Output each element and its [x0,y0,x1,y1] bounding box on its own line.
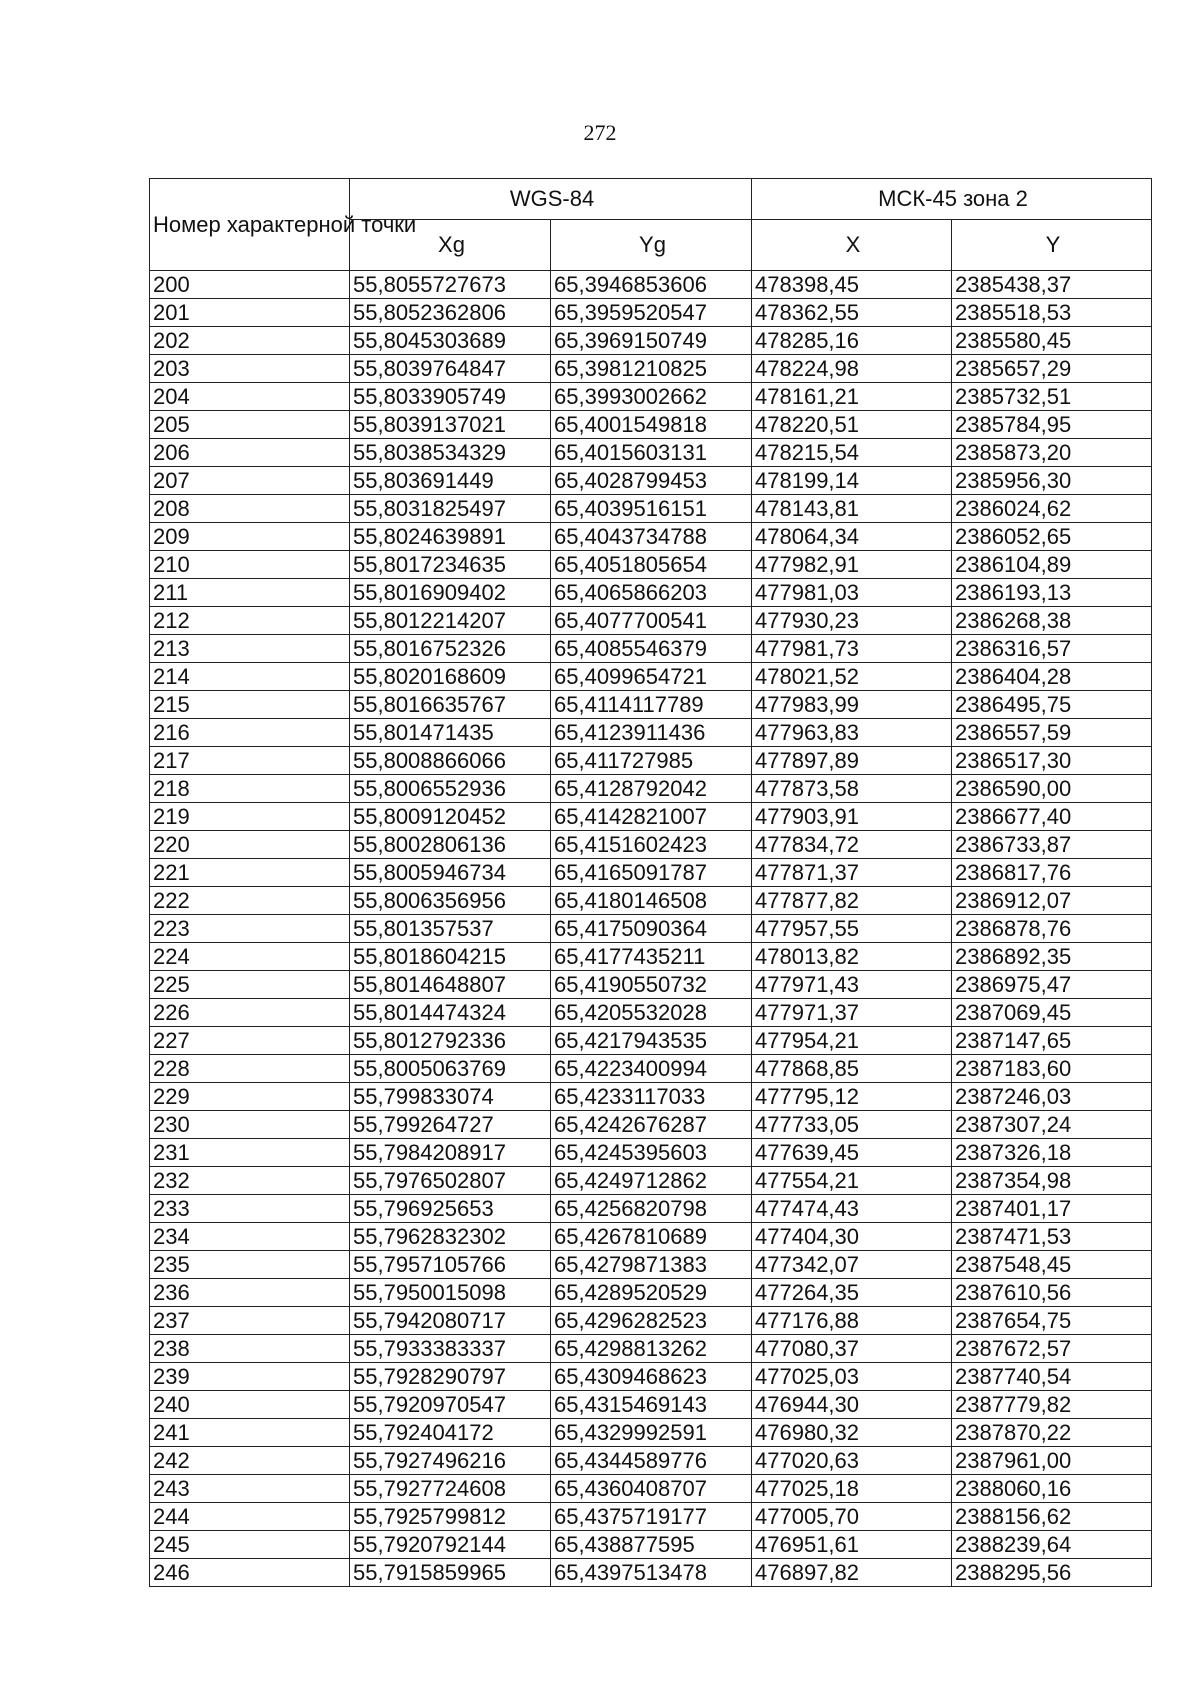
table-body [150,271,1152,1587]
xg-cell: 55,8014648807 [350,971,551,999]
yg-cell: 65,4051805654 [551,551,752,579]
yg-cell: 65,4233117033 [551,1083,752,1111]
yg-cell: 65,4180146508 [551,887,752,915]
x-cell: 478215,54 [752,439,952,467]
table-row [150,1111,1152,1139]
xg-cell: 55,796925653 [350,1195,551,1223]
yg-cell: 65,411727985 [551,747,752,775]
yg-cell: 65,4309468623 [551,1363,752,1391]
yg-cell: 65,4128792042 [551,775,752,803]
point-number-cell: 211 [150,579,350,607]
table-row [150,719,1152,747]
point-number-cell: 202 [150,327,350,355]
xg-cell: 55,8017234635 [350,551,551,579]
x-cell: 477025,18 [752,1475,952,1503]
x-cell: 478064,34 [752,523,952,551]
yg-cell: 65,4151602423 [551,831,752,859]
table-row [150,1223,1152,1251]
y-cell: 2388156,62 [952,1503,1152,1531]
xg-cell: 55,8052362806 [350,299,551,327]
point-number-cell: 237 [150,1307,350,1335]
y-cell: 2385580,45 [952,327,1152,355]
x-cell: 477981,03 [752,579,952,607]
table-row [150,859,1152,887]
xg-cell: 55,7925799812 [350,1503,551,1531]
point-number-cell: 205 [150,411,350,439]
yg-cell: 65,4397513478 [551,1559,752,1587]
y-cell: 2386817,76 [952,859,1152,887]
x-cell: 477971,37 [752,999,952,1027]
yg-cell: 65,4028799453 [551,467,752,495]
table-row [150,1167,1152,1195]
point-number-header: Номер характерной точки [150,179,350,271]
yg-cell: 65,4039516151 [551,495,752,523]
table-row [150,831,1152,859]
xg-cell: 55,8012214207 [350,607,551,635]
x-cell: 478021,52 [752,663,952,691]
y-cell: 2387610,56 [952,1279,1152,1307]
xg-cell: 55,7984208917 [350,1139,551,1167]
point-number-cell: 200 [150,271,350,299]
yg-cell: 65,4205532028 [551,999,752,1027]
point-number-cell: 218 [150,775,350,803]
yg-cell: 65,4175090364 [551,915,752,943]
table-row [150,1195,1152,1223]
x-cell: 477871,37 [752,859,952,887]
xg-cell: 55,801357537 [350,915,551,943]
point-number-cell: 235 [150,1251,350,1279]
y-cell: 2386495,75 [952,691,1152,719]
point-number-cell: 238 [150,1335,350,1363]
point-number-cell: 241 [150,1419,350,1447]
x-header: X [752,220,952,271]
x-cell: 477639,45 [752,1139,952,1167]
y-cell: 2386557,59 [952,719,1152,747]
table-row [150,915,1152,943]
x-cell: 478220,51 [752,411,952,439]
point-number-cell: 219 [150,803,350,831]
table-row [150,1083,1152,1111]
xg-cell: 55,7927724608 [350,1475,551,1503]
x-cell: 477957,55 [752,915,952,943]
table-row [150,411,1152,439]
yg-cell: 65,4043734788 [551,523,752,551]
y-cell: 2385784,95 [952,411,1152,439]
table-row [150,1055,1152,1083]
yg-cell: 65,4065866203 [551,579,752,607]
y-cell: 2386733,87 [952,831,1152,859]
xg-cell: 55,799264727 [350,1111,551,1139]
point-number-cell: 239 [150,1363,350,1391]
xg-cell: 55,7933383337 [350,1335,551,1363]
xg-header: Xg [350,220,551,271]
y-cell: 2386316,57 [952,635,1152,663]
y-cell: 2386104,89 [952,551,1152,579]
xg-cell: 55,7950015098 [350,1279,551,1307]
yg-cell: 65,4249712862 [551,1167,752,1195]
table-row [150,999,1152,1027]
x-cell: 477930,23 [752,607,952,635]
y-cell: 2387246,03 [952,1083,1152,1111]
yg-cell: 65,4329992591 [551,1419,752,1447]
xg-cell: 55,803691449 [350,467,551,495]
yg-cell: 65,4245395603 [551,1139,752,1167]
yg-cell: 65,4242676287 [551,1111,752,1139]
point-number-cell: 224 [150,943,350,971]
y-cell: 2386052,65 [952,523,1152,551]
xg-cell: 55,7927496216 [350,1447,551,1475]
x-cell: 477005,70 [752,1503,952,1531]
y-cell: 2387183,60 [952,1055,1152,1083]
point-number-cell: 212 [150,607,350,635]
y-cell: 2386268,38 [952,607,1152,635]
x-cell: 477176,88 [752,1307,952,1335]
x-cell: 477264,35 [752,1279,952,1307]
y-cell: 2387740,54 [952,1363,1152,1391]
y-cell: 2387961,00 [952,1447,1152,1475]
table-row [150,579,1152,607]
point-number-cell: 227 [150,1027,350,1055]
yg-cell: 65,4315469143 [551,1391,752,1419]
yg-cell: 65,4077700541 [551,607,752,635]
xg-cell: 55,8006356956 [350,887,551,915]
xg-cell: 55,7928290797 [350,1363,551,1391]
x-cell: 478224,98 [752,355,952,383]
xg-cell: 55,799833074 [350,1083,551,1111]
xg-cell: 55,8055727673 [350,271,551,299]
yg-cell: 65,4123911436 [551,719,752,747]
yg-cell: 65,4375719177 [551,1503,752,1531]
point-number-cell: 231 [150,1139,350,1167]
xg-cell: 55,8018604215 [350,943,551,971]
point-number-cell: 228 [150,1055,350,1083]
xg-cell: 55,8014474324 [350,999,551,1027]
point-number-cell: 233 [150,1195,350,1223]
y-cell: 2387147,65 [952,1027,1152,1055]
y-cell: 2385518,53 [952,299,1152,327]
x-cell: 477342,07 [752,1251,952,1279]
x-cell: 477020,63 [752,1447,952,1475]
x-cell: 478143,81 [752,495,952,523]
xg-cell: 55,8012792336 [350,1027,551,1055]
table-row [150,383,1152,411]
x-cell: 477554,21 [752,1167,952,1195]
table-row [150,943,1152,971]
xg-cell: 55,8033905749 [350,383,551,411]
point-number-cell: 234 [150,1223,350,1251]
x-cell: 476980,32 [752,1419,952,1447]
coordinates-table [149,178,1152,1587]
xg-cell: 55,792404172 [350,1419,551,1447]
table-row [150,271,1152,299]
y-header: Y [952,220,1152,271]
point-number-cell: 229 [150,1083,350,1111]
table-row [150,691,1152,719]
y-cell: 2386878,76 [952,915,1152,943]
table-row [150,747,1152,775]
table-row [150,1447,1152,1475]
table-row [150,1307,1152,1335]
x-cell: 478362,55 [752,299,952,327]
x-cell: 477404,30 [752,1223,952,1251]
yg-cell: 65,4360408707 [551,1475,752,1503]
point-number-cell: 221 [150,859,350,887]
yg-cell: 65,4267810689 [551,1223,752,1251]
xg-cell: 55,8002806136 [350,831,551,859]
point-number-cell: 217 [150,747,350,775]
point-number-cell: 206 [150,439,350,467]
y-cell: 2387548,45 [952,1251,1152,1279]
point-number-cell: 207 [150,467,350,495]
point-number-cell: 244 [150,1503,350,1531]
point-number-cell: 204 [150,383,350,411]
yg-cell: 65,4190550732 [551,971,752,999]
table-row [150,439,1152,467]
xg-cell: 55,8006552936 [350,775,551,803]
x-cell: 477877,82 [752,887,952,915]
point-number-cell: 223 [150,915,350,943]
x-cell: 476951,61 [752,1531,952,1559]
xg-cell: 55,7915859965 [350,1559,551,1587]
table-row [150,495,1152,523]
y-cell: 2386517,30 [952,747,1152,775]
y-cell: 2385438,37 [952,271,1152,299]
yg-cell: 65,438877595 [551,1531,752,1559]
x-cell: 478199,14 [752,467,952,495]
xg-cell: 55,8016635767 [350,691,551,719]
x-cell: 477903,91 [752,803,952,831]
yg-cell: 65,3969150749 [551,327,752,355]
x-cell: 477873,58 [752,775,952,803]
x-cell: 478398,45 [752,271,952,299]
xg-cell: 55,7942080717 [350,1307,551,1335]
xg-cell: 55,8038534329 [350,439,551,467]
y-cell: 2386975,47 [952,971,1152,999]
x-cell: 477971,43 [752,971,952,999]
table-row [150,775,1152,803]
xg-cell: 55,8039137021 [350,411,551,439]
xg-cell: 55,7920792144 [350,1531,551,1559]
x-cell: 477983,99 [752,691,952,719]
xg-cell: 55,801471435 [350,719,551,747]
table-row [150,523,1152,551]
y-cell: 2388060,16 [952,1475,1152,1503]
table-header [150,179,1152,271]
x-cell: 477474,43 [752,1195,952,1223]
x-cell: 477954,21 [752,1027,952,1055]
x-cell: 477795,12 [752,1083,952,1111]
point-number-cell: 240 [150,1391,350,1419]
x-cell: 476897,82 [752,1559,952,1587]
y-cell: 2387069,45 [952,999,1152,1027]
y-cell: 2387779,82 [952,1391,1152,1419]
y-cell: 2386590,00 [952,775,1152,803]
table-row [150,1139,1152,1167]
y-cell: 2385956,30 [952,467,1152,495]
point-number-cell: 226 [150,999,350,1027]
point-number-cell: 210 [150,551,350,579]
table-row [150,1027,1152,1055]
xg-cell: 55,7962832302 [350,1223,551,1251]
x-cell: 478285,16 [752,327,952,355]
point-number-cell: 215 [150,691,350,719]
point-number-cell: 243 [150,1475,350,1503]
table-row [150,1503,1152,1531]
y-cell: 2387870,22 [952,1419,1152,1447]
yg-cell: 65,4177435211 [551,943,752,971]
yg-cell: 65,4298813262 [551,1335,752,1363]
point-number-cell: 245 [150,1531,350,1559]
y-cell: 2387307,24 [952,1111,1152,1139]
table-row [150,971,1152,999]
xg-cell: 55,8024639891 [350,523,551,551]
y-cell: 2386892,35 [952,943,1152,971]
y-cell: 2387354,98 [952,1167,1152,1195]
y-cell: 2385732,51 [952,383,1152,411]
xg-cell: 55,8045303689 [350,327,551,355]
y-cell: 2386193,13 [952,579,1152,607]
x-cell: 477868,85 [752,1055,952,1083]
table-row [150,1531,1152,1559]
yg-header: Yg [551,220,752,271]
xg-cell: 55,8031825497 [350,495,551,523]
y-cell: 2387326,18 [952,1139,1152,1167]
yg-cell: 65,4165091787 [551,859,752,887]
xg-cell: 55,8005946734 [350,859,551,887]
x-cell: 477025,03 [752,1363,952,1391]
y-cell: 2388239,64 [952,1531,1152,1559]
table-row [150,355,1152,383]
point-number-cell: 230 [150,1111,350,1139]
yg-cell: 65,3946853606 [551,271,752,299]
point-number-cell: 220 [150,831,350,859]
table-row [150,327,1152,355]
y-cell: 2385657,29 [952,355,1152,383]
table-row [150,887,1152,915]
y-cell: 2387401,17 [952,1195,1152,1223]
table-row [150,1251,1152,1279]
point-number-cell: 203 [150,355,350,383]
point-number-cell: 222 [150,887,350,915]
y-cell: 2386404,28 [952,663,1152,691]
yg-cell: 65,4296282523 [551,1307,752,1335]
x-cell: 478161,21 [752,383,952,411]
x-cell: 477080,37 [752,1335,952,1363]
y-cell: 2386024,62 [952,495,1152,523]
point-number-cell: 214 [150,663,350,691]
x-cell: 477982,91 [752,551,952,579]
yg-cell: 65,4099654721 [551,663,752,691]
wgs84-header: WGS-84 [350,179,752,220]
table-row [150,803,1152,831]
yg-cell: 65,3993002662 [551,383,752,411]
yg-cell: 65,4085546379 [551,635,752,663]
xg-cell: 55,8005063769 [350,1055,551,1083]
yg-cell: 65,4114117789 [551,691,752,719]
y-cell: 2387471,53 [952,1223,1152,1251]
xg-cell: 55,8009120452 [350,803,551,831]
yg-cell: 65,4279871383 [551,1251,752,1279]
table-row [150,1559,1152,1587]
point-number-cell: 236 [150,1279,350,1307]
table-row [150,551,1152,579]
yg-cell: 65,4256820798 [551,1195,752,1223]
xg-cell: 55,7957105766 [350,1251,551,1279]
table-row [150,607,1152,635]
point-number-cell: 208 [150,495,350,523]
table-row [150,299,1152,327]
table-row [150,635,1152,663]
yg-cell: 65,4344589776 [551,1447,752,1475]
yg-cell: 65,3959520547 [551,299,752,327]
point-number-cell: 246 [150,1559,350,1587]
point-number-cell: 213 [150,635,350,663]
y-cell: 2388295,56 [952,1559,1152,1587]
yg-cell: 65,4001549818 [551,411,752,439]
table-row [150,1391,1152,1419]
point-number-cell: 232 [150,1167,350,1195]
point-number-cell: 242 [150,1447,350,1475]
xg-cell: 55,7976502807 [350,1167,551,1195]
yg-cell: 65,4015603131 [551,439,752,467]
point-number-cell: 209 [150,523,350,551]
msk45-header: МСК-45 зона 2 [752,179,1152,220]
x-cell: 477834,72 [752,831,952,859]
y-cell: 2385873,20 [952,439,1152,467]
table-row [150,1335,1152,1363]
yg-cell: 65,4142821007 [551,803,752,831]
table-row [150,1419,1152,1447]
x-cell: 477897,89 [752,747,952,775]
yg-cell: 65,3981210825 [551,355,752,383]
table-row [150,663,1152,691]
table-row [150,1279,1152,1307]
y-cell: 2386677,40 [952,803,1152,831]
table-row [150,1363,1152,1391]
xg-cell: 55,8039764847 [350,355,551,383]
x-cell: 477963,83 [752,719,952,747]
xg-cell: 55,8016752326 [350,635,551,663]
x-cell: 477981,73 [752,635,952,663]
y-cell: 2387654,75 [952,1307,1152,1335]
xg-cell: 55,8016909402 [350,579,551,607]
yg-cell: 65,4223400994 [551,1055,752,1083]
yg-cell: 65,4289520529 [551,1279,752,1307]
page-number: 272 [583,120,617,145]
xg-cell: 55,7920970547 [350,1391,551,1419]
x-cell: 477733,05 [752,1111,952,1139]
table-row [150,1475,1152,1503]
table-row [150,467,1152,495]
x-cell: 476944,30 [752,1391,952,1419]
point-number-cell: 225 [150,971,350,999]
xg-cell: 55,8008866066 [350,747,551,775]
point-number-cell: 201 [150,299,350,327]
point-number-cell: 216 [150,719,350,747]
x-cell: 478013,82 [752,943,952,971]
y-cell: 2387672,57 [952,1335,1152,1363]
y-cell: 2386912,07 [952,887,1152,915]
xg-cell: 55,8020168609 [350,663,551,691]
yg-cell: 65,4217943535 [551,1027,752,1055]
